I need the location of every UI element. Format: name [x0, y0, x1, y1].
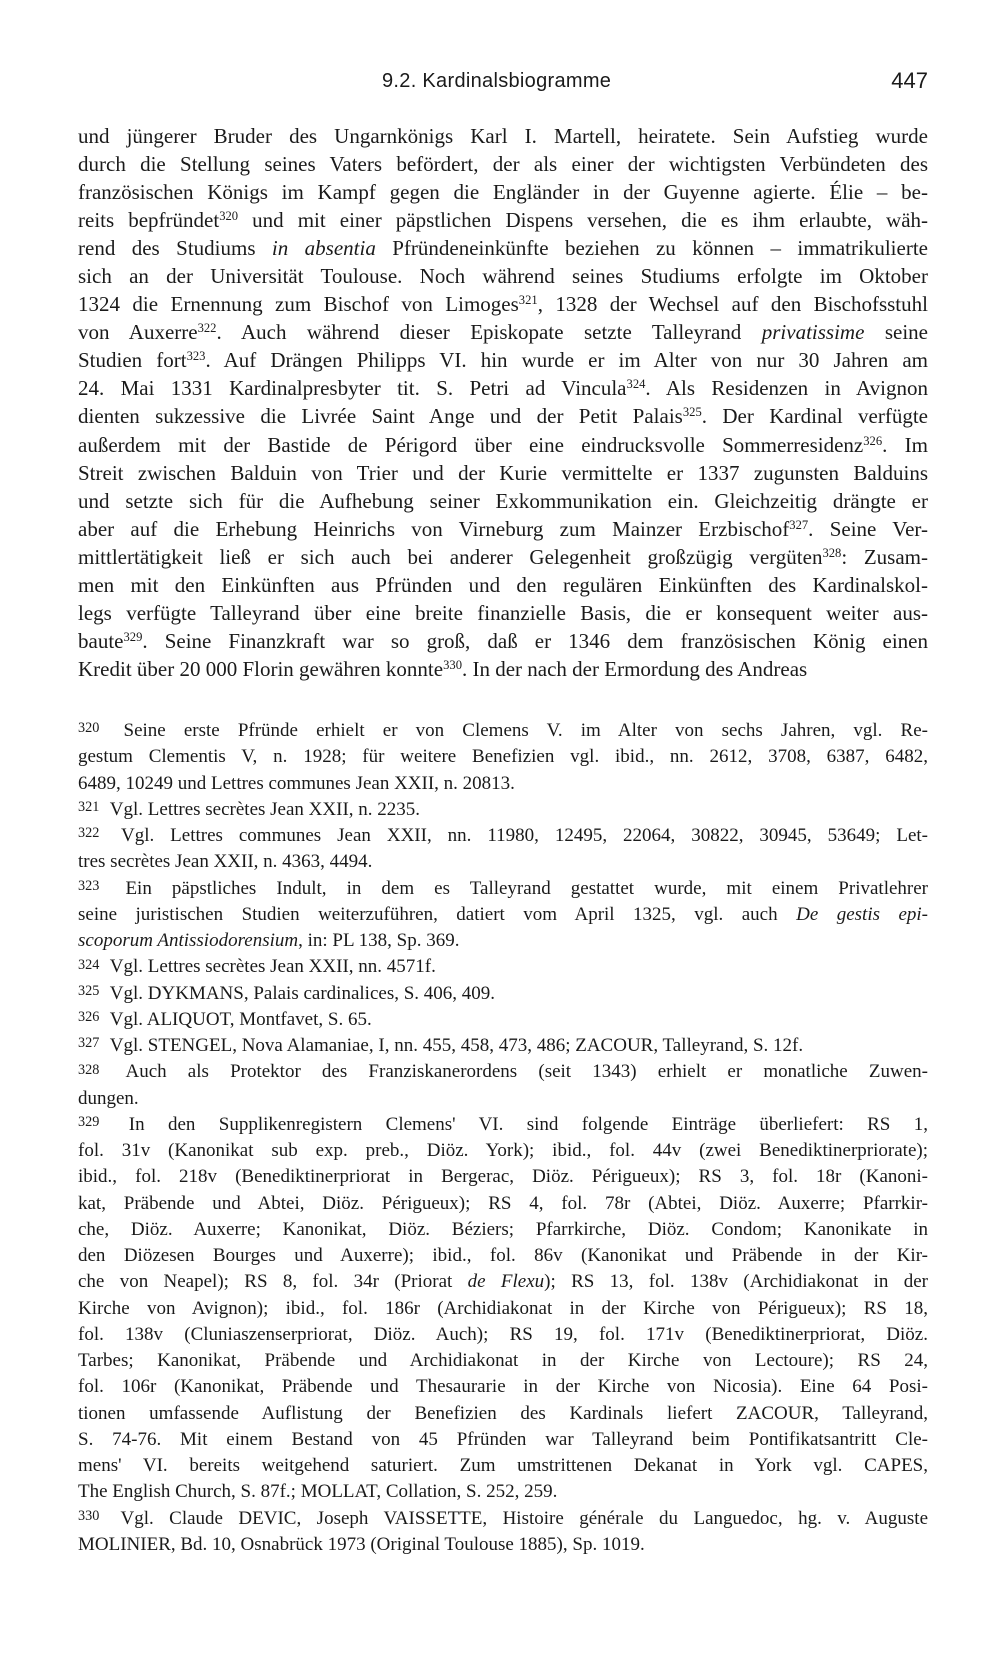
text-line: legs verfügte Talleyrand über eine breite finanzielle Basis, die er konsequent weiter aus- [78, 600, 928, 625]
text-line: 1324 die Ernennung zum Bischof von Limoges$^{321}$, 1328 der Wechsel auf den Bischofsstuhl [78, 292, 928, 317]
footnote-ref: 321 [518, 293, 538, 308]
footnote-line: $^{330}$ Vgl. Claude DEVIC, Joseph VAISSETTE, Histoire générale du Languedoc, hg. v. Auguste [78, 1507, 928, 1529]
footnote-line: dungen. [78, 1087, 139, 1109]
footnote-ref: 324 [626, 377, 646, 392]
footnote-ref: 330 [443, 657, 462, 672]
text-line: Streit zwischen Balduin von Trier und der Kurie vermittelte er 1337 zugunsten Balduins [78, 460, 928, 485]
text-line: und setzte sich für die Aufhebung seiner Exkommunikation ein. Gleichzeitig drängte er [78, 488, 928, 513]
text-line: französischen Königs im Kampf gegen die Engländer in der Guyenne agierte. Élie – be- [78, 180, 928, 205]
footnote-line: scoporum Antissiodorensium, in: PL 138, Sp. 369. [78, 930, 460, 951]
footnote-line: fol. 106r (Kanonikat, Präbende und Thesaurarie in der Kirche von Nicosia). Eine 64 Posi- [78, 1376, 928, 1398]
footnote-line: tionen umfassende Auflistung der Benefizien des Kardinals liefert ZACOUR, Talleyrand, [78, 1402, 928, 1424]
footnote-ref: 326 [863, 433, 883, 448]
running-head [78, 64, 928, 104]
footnote-line: S. 74-76. Mit einem Bestand von 45 Pfründen war Talleyrand beim Pontifikatsantritt Cle- [78, 1428, 928, 1450]
footnote-line: che, Diöz. Auxerre; Kanonikat, Diöz. Béziers; Pfarrkirche, Diöz. Condom; Kanonikate in [78, 1218, 928, 1240]
footnote-line: tres secrètes Jean XXII, n. 4363, 4494. [78, 851, 373, 873]
text-line: Kredit über 20 000 Florin gewähren konnte$^{330}$. In der nach der Ermordung des Andreas [78, 656, 808, 681]
footnote-ref: 323 [186, 349, 206, 364]
footnote-ref: 322 [197, 321, 217, 336]
footnote-line: seine juristischen Studien weiterzuführen, datiert vom April 1325, vgl. auch De gestis epi- [78, 903, 928, 925]
footnote-line: $^{327}$ Vgl. STENGEL, Nova Alamaniae, I, nn. 455, 458, 473, 486; ZACOUR, Talleyrand, S. 12f. [78, 1035, 804, 1056]
footnote-line: The English Church, S. 87f.; MOLLAT, Collation, S. 252, 259. [78, 1481, 558, 1503]
footnote-number: 321 [78, 799, 100, 816]
footnote-number: 324 [78, 956, 100, 973]
footnote-line: $^{323}$ Ein päpstliches Indult, in dem es Talleyrand gestattet wurde, mit einem Privatlehrer [78, 877, 928, 899]
footnote-line: MOLINIER, Bd. 10, Osnabrück 1973 (Original Toulouse 1885), Sp. 1019. [78, 1533, 645, 1555]
footnote-ref: 320 [219, 209, 239, 224]
text-line: dienten sukzessive die Livrée Saint Ange und der Petit Palais$^{325}$. Der Kardinal verfügte [78, 404, 928, 429]
footnote-line: den Diözesen Bourges und Auxerre); ibid., fol. 86v (Kanonikat und Präbende in der Kir- [78, 1245, 928, 1266]
footnote-number: 323 [78, 877, 100, 894]
text-line: men mit den Einkünften aus Pfründen und den regulären Einkünften des Kardinalskol- [78, 572, 928, 597]
text-line: sich an der Universität Toulouse. Noch während seines Studiums erfolgte im Oktober [78, 264, 928, 289]
footnote-ref: 325 [682, 405, 702, 420]
text-line: 24. Mai 1331 Kardinalpresbyter tit. S. Petri ad Vincula$^{324}$. Als Residenzen in Avignon [78, 376, 928, 401]
footnote-number: 320 [78, 720, 100, 737]
footnote-line: $^{321}$ Vgl. Lettres secrètes Jean XXII, n. 2235. [78, 798, 421, 820]
footnote-line: mens' VI. bereits weitgehend saturiert. Zum umstrittenen Dekanat in York vgl. CAPES, [78, 1455, 928, 1476]
chapter-title: 9.2. Kardinalsbiogramme [382, 70, 612, 92]
text-line: reits bepfründet$^{320}$ und mit einer päpstlichen Dispens versehen, die es ihm erlaubte, wäh- [78, 208, 929, 233]
footnote-number: 325 [78, 982, 100, 999]
footnote-ref: 328 [822, 545, 842, 560]
footnote-line: fol. 31v (Kanonikat sub exp. preb., Diöz. York); ibid., fol. 44v (zwei Benediktinerpriorate); [78, 1140, 928, 1161]
footnote-number: 330 [78, 1507, 100, 1524]
footnote-line: gestum Clementis V, n. 1928; für weitere Benefizien vgl. ibid., nn. 2612, 3708, 6387, 6482, [78, 746, 928, 768]
footnote-line: kat, Präbende und Abtei, Diöz. Périgueux); RS 4, fol. 78r (Abtei, Diöz. Auxerre; Pfarrkir- [78, 1192, 928, 1214]
footnote-line: Tarbes; Kanonikat, Präbende und Archidiakonat in der Kirche von Lectoure); RS 24, [78, 1350, 928, 1371]
footnote-line: $^{328}$ Auch als Protektor des Franziskanerordens (seit 1343) erhielt er monatliche Zuwen- [78, 1061, 928, 1083]
text-line: aber auf die Erhebung Heinrichs von Virneburg zum Mainzer Erzbischof$^{327}$. Seine Ver- [78, 516, 928, 541]
footnote-line: $^{326}$ Vgl. ALIQUOT, Montfavet, S. 65. [78, 1008, 372, 1030]
text-line: baute$^{329}$. Seine Finanzkraft war so groß, daß er 1346 dem französischen König einen [78, 628, 928, 653]
text-line: Studien fort$^{323}$. Auf Drängen Philipps VI. hin wurde er im Alter von nur 30 Jahren am [78, 348, 928, 373]
text-line: und jüngerer Bruder des Ungarnkönigs Karl I. Martell, heiratete. Sein Aufstieg wurde [78, 124, 928, 148]
footnote-line: $^{320}$ Seine erste Pfründe erhielt er von Clemens V. im Alter von sechs Jahren, vgl. Re- [78, 720, 928, 741]
footnote-line: fol. 138v (Cluniaszenserpriorat, Diöz. Auch); RS 19, fol. 171v (Benediktinerpriorat, Diöz. [78, 1323, 928, 1345]
text-line: außerdem mit der Bastide de Périgord über eine eindrucksvolle Sommerresidenz$^{326}$. Im [78, 432, 928, 457]
text-line: durch die Stellung seines Vaters befördert, der als einer der wichtigsten Verbündeten des [78, 152, 928, 177]
text-line: von Auxerre$^{322}$. Auch während dieser Episkopate setzte Talleyrand privatissime seine [78, 320, 929, 345]
footnote-number: 329 [78, 1114, 100, 1131]
footnote-line: $^{325}$ Vgl. DYKMANS, Palais cardinalices, S. 406, 409. [78, 982, 496, 1004]
footnote-line: 6489, 10249 und Lettres communes Jean XXII, n. 20813. [78, 772, 515, 794]
footnote-number: 327 [78, 1035, 100, 1052]
footnote-number: 326 [78, 1009, 100, 1026]
footnote-ref: 327 [789, 517, 809, 532]
footnote-line: $^{322}$ Vgl. Lettres communes Jean XXII, nn. 11980, 12495, 22064, 30822, 30945, 53649; Let- [78, 825, 928, 846]
footnote-number: 322 [78, 825, 100, 842]
text-line: rend des Studiums in absentia Pfründeneinkünfte beziehen zu können – immatrikulierte [78, 236, 928, 261]
page-number: 447 [891, 68, 928, 93]
footnotes [78, 718, 928, 1558]
footnote-line: $^{329}$ In den Supplikenregistern Clemens' VI. sind folgende Einträge überliefert: RS 1, [78, 1113, 928, 1135]
footnote-ref: 329 [123, 629, 143, 644]
footnote-line: $^{324}$ Vgl. Lettres secrètes Jean XXII, nn. 4571f. [78, 956, 436, 978]
footnote-line: ibid., fol. 218v (Benediktinerpriorat in Bergerac, Diöz. Périgueux); RS 3, fol. 18r (Kanoni- [78, 1166, 928, 1188]
footnote-line: Kirche von Avignon); ibid., fol. 186r (Archidiakonat in der Kirche von Périgueux); RS 18, [78, 1297, 928, 1319]
footnote-number: 328 [78, 1061, 100, 1078]
main-text [78, 122, 928, 683]
footnote-line: che von Neapel); RS 8, fol. 34r (Priorat de Flexu); RS 13, fol. 138v (Archidiakonat in der [78, 1271, 928, 1293]
text-line: mittlertätigkeit ließ er sich auch bei anderer Gelegenheit großzügig vergüten$^{328}$: Zusam- [78, 544, 929, 569]
